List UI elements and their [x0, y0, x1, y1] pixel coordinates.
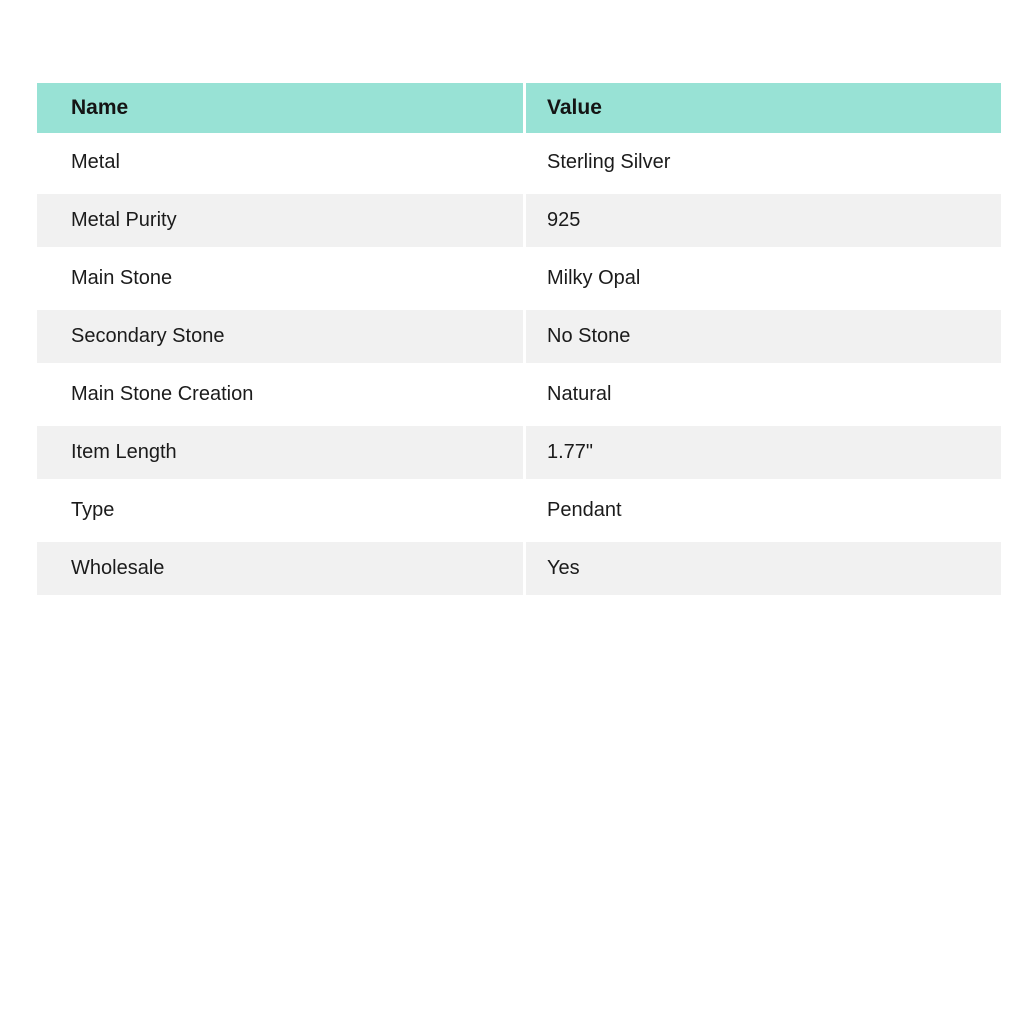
attribute-name-cell: Metal Purity	[37, 194, 523, 247]
attribute-name-cell: Type	[71, 498, 115, 521]
product-attributes-table	[37, 83, 1001, 597]
attribute-name-cell: Main Stone Creation	[71, 382, 254, 405]
column-header-value: Value	[526, 83, 1001, 133]
attribute-value-cell: 1.77"	[526, 426, 1001, 479]
table-row	[37, 191, 1001, 249]
attribute-value-cell: Yes	[526, 542, 1001, 595]
table-row	[37, 539, 1001, 597]
table-row	[37, 307, 1001, 365]
table-body	[37, 133, 1001, 597]
table-row	[37, 481, 1001, 539]
attribute-name-cell: Secondary Stone	[37, 310, 523, 363]
table-row	[37, 249, 1001, 307]
attribute-name-cell: Main Stone	[71, 266, 173, 289]
attribute-value-cell: 925	[526, 194, 1001, 247]
attribute-name-cell: Item Length	[37, 426, 523, 479]
attribute-value-cell: Milky Opal	[547, 266, 641, 289]
attribute-value-cell: No Stone	[526, 310, 1001, 363]
table-header-row	[37, 83, 1001, 133]
attribute-name-cell: Metal	[71, 150, 120, 173]
table-row	[37, 133, 1001, 191]
table-row	[37, 365, 1001, 423]
attribute-value-cell: Sterling Silver	[547, 150, 671, 173]
table-row	[37, 423, 1001, 481]
column-header-name: Name	[37, 83, 523, 133]
attribute-value-cell: Pendant	[547, 498, 622, 521]
attribute-value-cell: Natural	[547, 382, 612, 405]
attribute-name-cell: Wholesale	[37, 542, 523, 595]
